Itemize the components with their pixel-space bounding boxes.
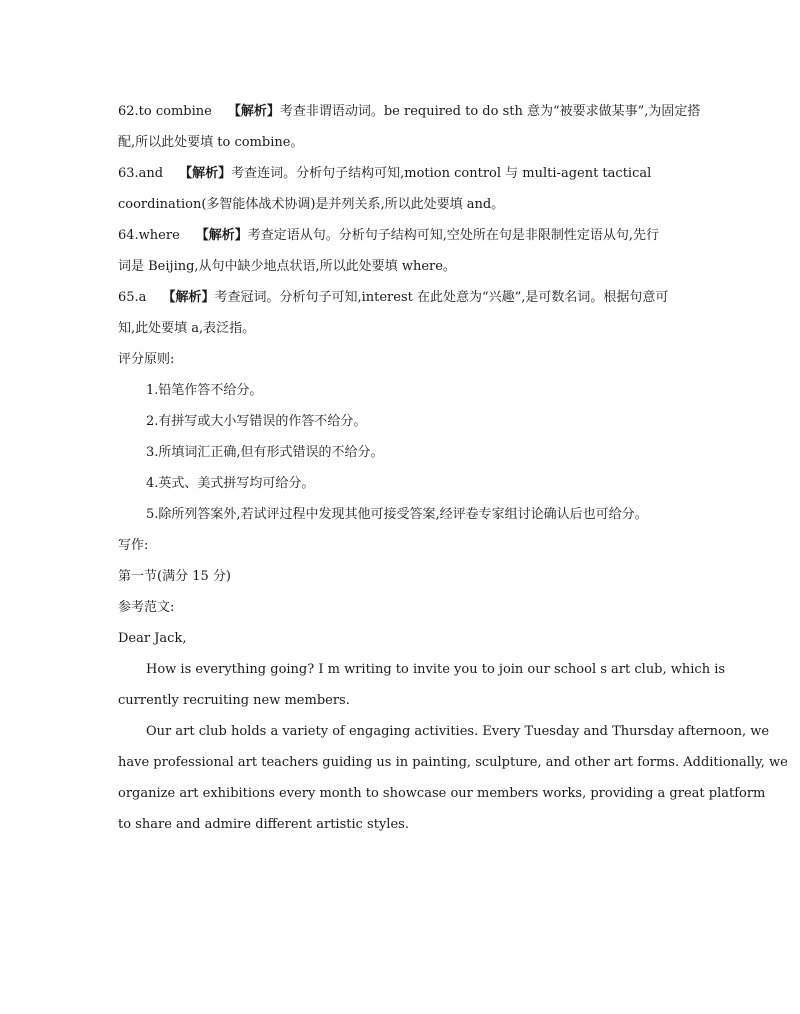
analysis-tag: 【解析】 xyxy=(162,290,215,305)
document-page xyxy=(118,96,788,840)
answer-62-explanation: 考查非谓语动词。be required to do sth 意为“被要求做某事”,为固定搭 xyxy=(279,104,701,119)
letter-line-3: Our art club holds a variety of engaging activities. Every Tuesday and Thursday afternoon, we xyxy=(146,724,770,739)
scoring-rule-3: 3.所填词汇正确,但有形式错误的不给分。 xyxy=(146,445,384,460)
answer-65-line-2: 知,此处要填 a,表泛指。 xyxy=(118,321,256,336)
answer-62-line-1 xyxy=(118,96,701,127)
sample-label: 参考范文: xyxy=(118,600,175,615)
scoring-heading: 评分原则: xyxy=(118,352,175,367)
analysis-tag: 【解析】 xyxy=(227,104,280,119)
answer-65: 65.a xyxy=(118,290,147,305)
analysis-tag: 【解析】 xyxy=(195,228,248,243)
writing-section: 第一节(满分 15 分) xyxy=(118,569,231,584)
letter-line-4: have professional art teachers guiding us in painting, sculpture, and other art forms. Additionally, we xyxy=(118,755,788,770)
letter-salutation: Dear Jack, xyxy=(118,631,187,646)
scoring-rule-1: 1.铅笔作答不给分。 xyxy=(146,383,263,398)
answer-62-line-2: 配,所以此处要填 to combine。 xyxy=(118,135,304,150)
answer-63-line-1 xyxy=(118,158,684,189)
answer-63: 63.and xyxy=(118,166,164,181)
writing-heading: 写作: xyxy=(118,538,149,553)
scoring-rule-5: 5.除所列答案外,若试评过程中发现其他可接受答案,经评卷专家组讨论确认后也可给分。 xyxy=(146,507,648,522)
answer-65-line-1 xyxy=(118,282,684,313)
answer-65-explanation: 考查冠词。分析句子可知,interest 在此处意为“兴趣”,是可数名词。根据句意可 xyxy=(214,290,669,305)
scoring-rule-2: 2.有拼写或大小写错误的作答不给分。 xyxy=(146,414,367,429)
letter-line-5: organize art exhibitions every month to showcase our members works, providing a great platform xyxy=(118,786,766,801)
analysis-tag: 【解析】 xyxy=(179,166,232,181)
scoring-rule-4: 4.英式、美式拼写均可给分。 xyxy=(146,476,315,491)
answer-64-explanation: 考查定语从句。分析句子结构可知,空处所在句是非限制性定语从句,先行 xyxy=(247,228,660,243)
answer-64-line-1 xyxy=(118,220,684,251)
answer-62: 62.to combine xyxy=(118,104,212,119)
letter-line-6: to share and admire different artistic styles. xyxy=(118,817,409,832)
answer-63-line-2: coordination(多智能体战术协调)是并列关系,所以此处要填 and。 xyxy=(118,197,505,212)
letter-line-2: currently recruiting new members. xyxy=(118,693,350,708)
answer-64: 64.where xyxy=(118,228,180,243)
answer-63-explanation: 考查连词。分析句子结构可知,motion control 与 multi-agent tactical xyxy=(231,166,652,181)
letter-line-1: How is everything going? I m writing to invite you to join our school s art club, which is xyxy=(146,662,726,677)
answer-64-line-2: 词是 Beijing,从句中缺少地点状语,所以此处要填 where。 xyxy=(118,259,456,274)
